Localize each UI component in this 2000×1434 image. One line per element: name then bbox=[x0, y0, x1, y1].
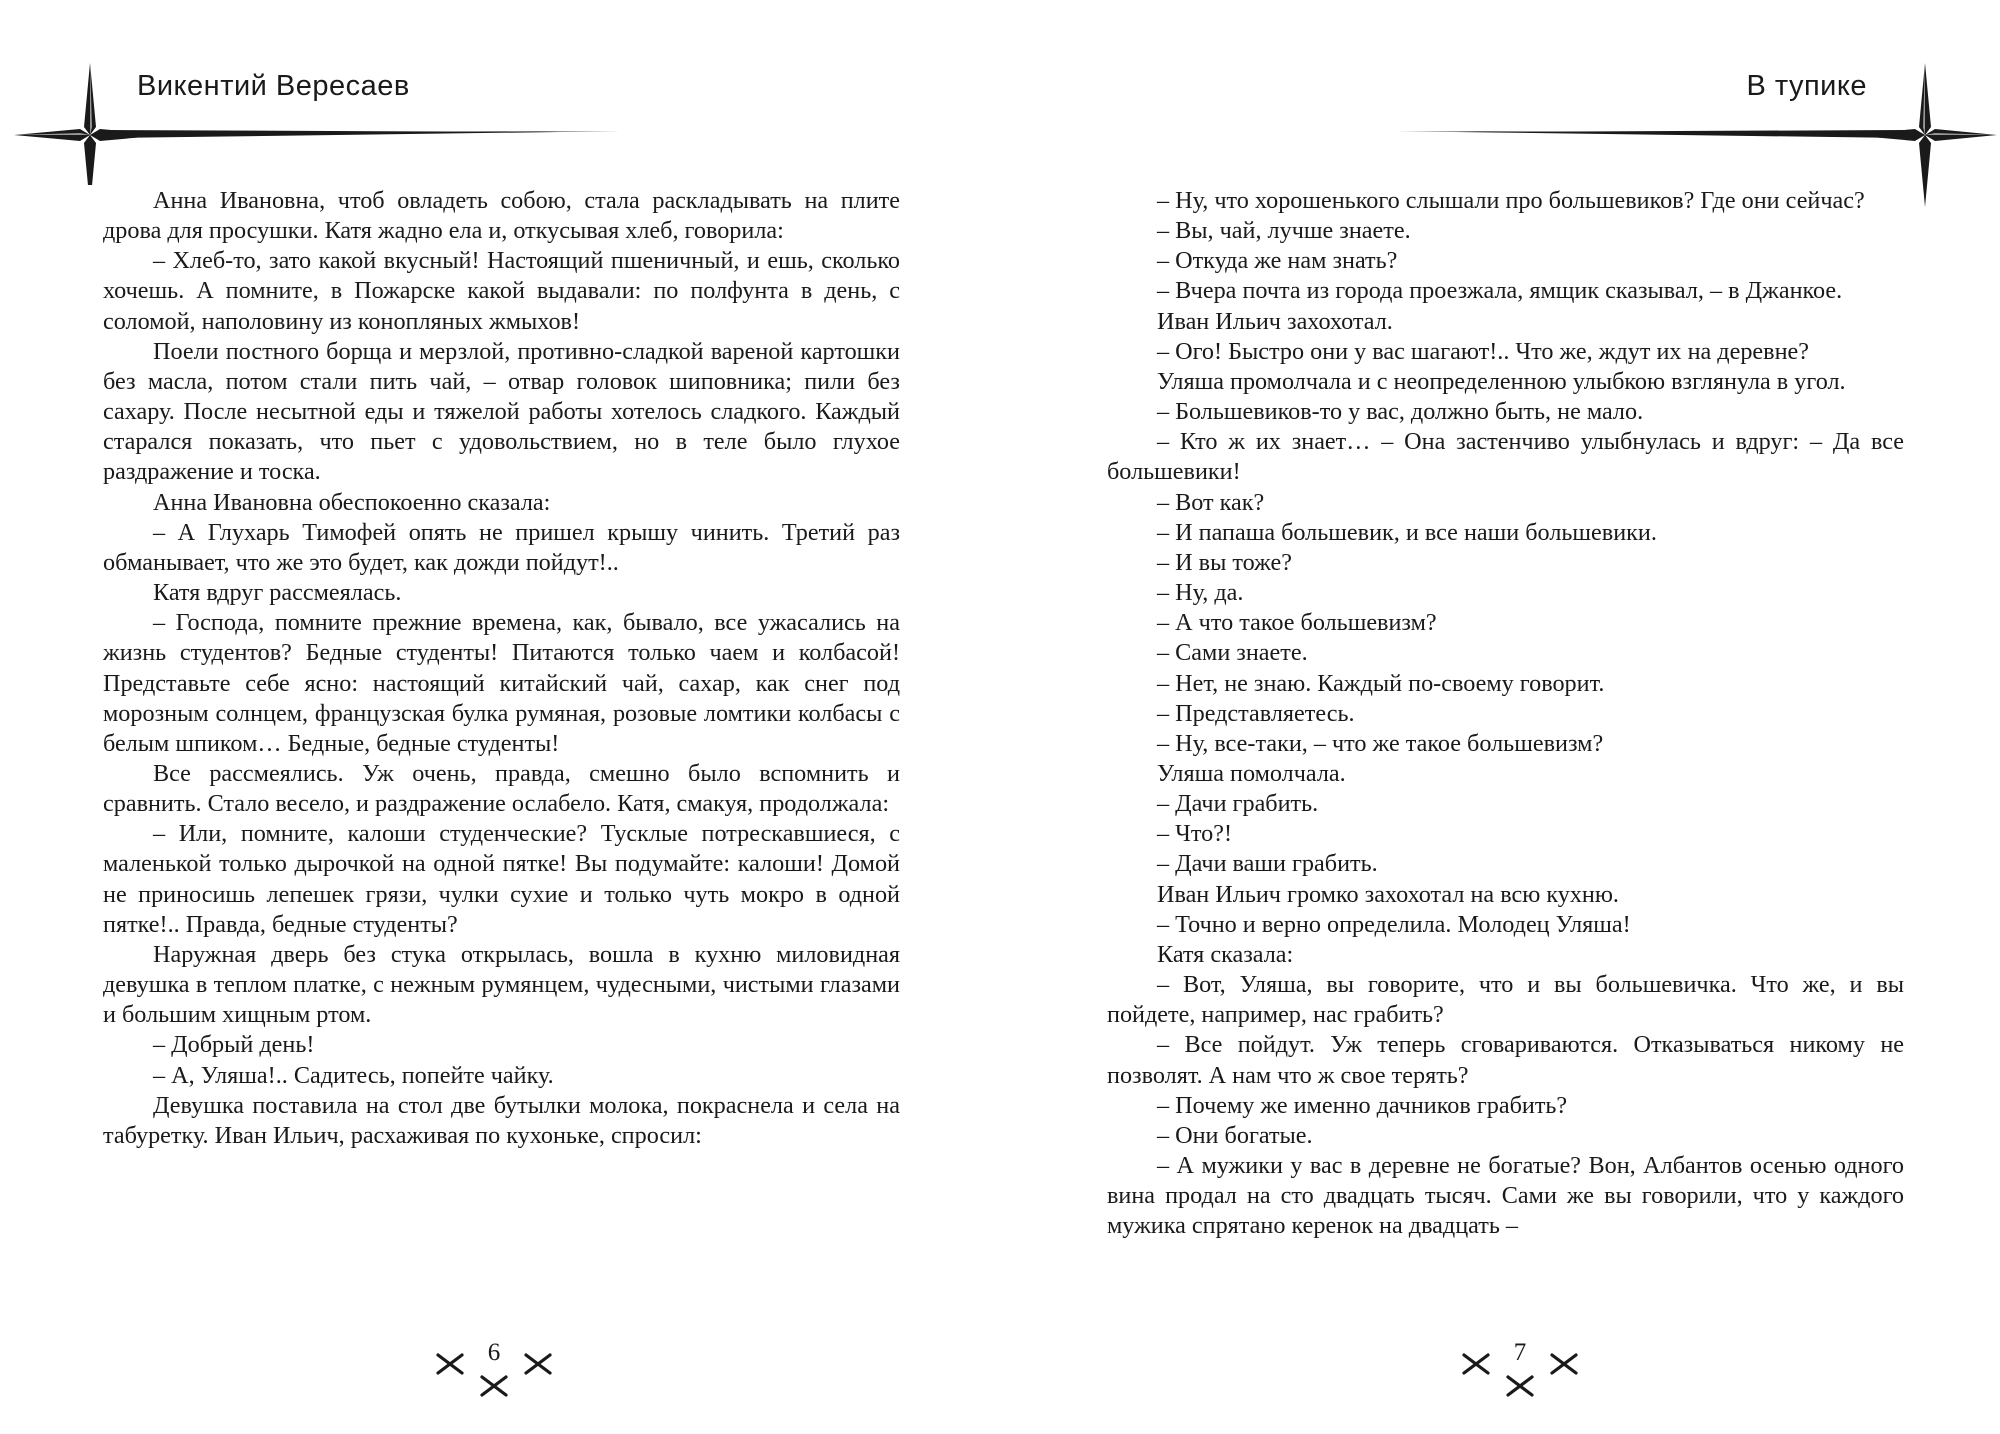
paragraph: – Ну, что хорошенького слышали про большевиков? Где они сейчас? bbox=[1157, 187, 1865, 214]
paragraph: – А Глухарь Тимофей опять не пришел крышу чинить. Третий раз обманывает, что же это будет, как дожди пойдут!.. bbox=[103, 518, 900, 576]
paragraph: Катя вдруг рассмеялась. bbox=[153, 579, 402, 607]
page-number-right bbox=[1460, 1338, 1580, 1408]
page-number: 6 bbox=[487, 1339, 501, 1366]
paragraph: – Они богатые. bbox=[1157, 1121, 1313, 1149]
paragraph: – Дачи грабить. bbox=[1157, 790, 1319, 818]
paragraph: Уляша помолчала. bbox=[1157, 759, 1346, 787]
paragraph: – Вы, чай, лучше знаете. bbox=[1157, 217, 1411, 245]
left-page-text bbox=[103, 186, 900, 1151]
paragraph: – Большевиков-то у вас, должно быть, не мало. bbox=[1157, 398, 1644, 426]
paragraph: Наружная дверь без стука открылась, вошла в кухню миловидная девушка в теплом платке, с нежным румянцем, чудесными, чистыми глазами и большим хищным ртом. bbox=[103, 940, 900, 1029]
paragraph: – А, Уляша!.. Садитесь, попейте чайку. bbox=[153, 1061, 554, 1089]
paragraph: – Добрый день! bbox=[153, 1031, 315, 1059]
paragraph: – Дачи ваши грабить. bbox=[1157, 850, 1378, 878]
paragraph: – Представляетесь. bbox=[1157, 699, 1355, 727]
paragraph: – И папаша большевик, и все наши большевики. bbox=[1157, 518, 1657, 546]
paragraph: – А что такое большевизм? bbox=[1157, 609, 1437, 637]
paragraph: – Вчера почта из города проезжала, ямщик сказывал, – в Джанкое. bbox=[1157, 277, 1843, 305]
paragraph: – А мужики у вас в деревне не богатые? Вон, Албантов осенью одного вина продал на сто двадцать тысяч. Сами же вы говорили, что у каждого мужика спрятано керенок на двадцать – bbox=[1107, 1152, 1904, 1240]
right-page-text bbox=[1107, 186, 1904, 1241]
paragraph: Иван Ильич громко захохотал на всю кухню. bbox=[1157, 880, 1619, 908]
paragraph: – Вот, Уляша, вы говорите, что и вы большевичка. Что же, и вы пойдете, например, нас грабить? bbox=[1107, 971, 1904, 1029]
paragraph: Поели постного борща и мерзлой, противно-сладкой вареной картошки без масла, потом стали пить чай, – отвар головок шиповника; пили без сахару. После несытной еды и тяжелой работы хотелось сладкого. Каждый старался показать, что пьет с удовольствием, но в теле было глухое раздражение и тоска. bbox=[103, 337, 900, 486]
paragraph: Анна Ивановна обеспокоенно сказала: bbox=[153, 488, 551, 516]
paragraph: Иван Ильич захохотал. bbox=[1157, 307, 1393, 335]
paragraph: – Нет, не знаю. Каждый по-своему говорит. bbox=[1157, 669, 1605, 697]
running-head-title: В тупике bbox=[1746, 70, 1867, 102]
right-page bbox=[1000, 0, 2000, 1434]
paragraph: – Кто ж их знает… – Она застенчиво улыбнулась и вдруг: – Да все большевики! bbox=[1107, 428, 1904, 486]
paragraph: – Точно и верно определила. Молодец Уляша! bbox=[1157, 910, 1631, 938]
paragraph: Все рассмеялись. Уж очень, правда, смешно было вспомнить и сравнить. Стало весело, и раздражение ослабело. Катя, смакуя, продолжала: bbox=[103, 759, 900, 818]
paragraph: – Вот как? bbox=[1157, 488, 1265, 516]
paragraph: – Что?! bbox=[1157, 820, 1232, 848]
paragraph: Девушка поставила на стол две бутылки молока, покраснела и села на табуретку. Иван Ильич, расхаживая по кухоньке, спросил: bbox=[103, 1091, 900, 1149]
paragraph: – Ого! Быстро они у вас шагают!.. Что же, ждут их на деревне? bbox=[1157, 337, 1809, 365]
paragraph: Анна Ивановна, чтоб овладеть собою, стала раскладывать на плите дрова для просушки. Катя жадно ела и, откусывая хлеб, говорила: bbox=[103, 187, 900, 245]
paragraph: – Или, помните, калоши студенческие? Тусклые потрескавшиеся, с маленькой только дырочкой на одной пятке! Вы подумайте: калоши! Домой не приносишь лепешек грязи, чулки сухие и только чуть мокро в одной пятке!.. Правда, бедные студенты? bbox=[103, 820, 900, 938]
page-number-left bbox=[434, 1338, 554, 1408]
paragraph: – И вы тоже? bbox=[1157, 548, 1292, 576]
paragraph: – Хлеб-то, зато какой вкусный! Настоящий пшеничный, и ешь, сколько хочешь. А помните, в Пожарске какой выдавали: по полфунта в день, с соломой, наполовину из конопляных жмыхов! bbox=[103, 247, 900, 335]
paragraph: – Ну, все-таки, – что же такое большевизм? bbox=[1157, 729, 1604, 757]
running-head-author: Викентий Вересаев bbox=[137, 70, 410, 102]
paragraph: – Откуда же нам знать? bbox=[1157, 247, 1398, 275]
paragraph: Катя сказала: bbox=[1157, 940, 1294, 968]
paragraph: – Почему же именно дачников грабить? bbox=[1157, 1091, 1568, 1119]
page-number: 7 bbox=[1513, 1339, 1527, 1366]
paragraph: – Сами знаете. bbox=[1157, 639, 1308, 667]
paragraph: Уляша промолчала и с неопределенною улыбкою взглянула в угол. bbox=[1157, 367, 1846, 395]
paragraph: – Господа, помните прежние времена, как, бывало, все ужасались на жизнь студентов? Бедные студенты! Питаются только чаем и колбасой! Представьте себе ясно: настоящий китайский чай, сахар, как снег под морозным солнцем, французская булка румяная, розовые ломтики колбасы с белым шпиком… Бедные, бедные студенты! bbox=[103, 609, 900, 757]
paragraph: – Все пойдут. Уж теперь сговариваются. Отказываться никому не позволят. А нам что ж свое терять? bbox=[1107, 1031, 1904, 1089]
paragraph: – Ну, да. bbox=[1157, 579, 1244, 607]
